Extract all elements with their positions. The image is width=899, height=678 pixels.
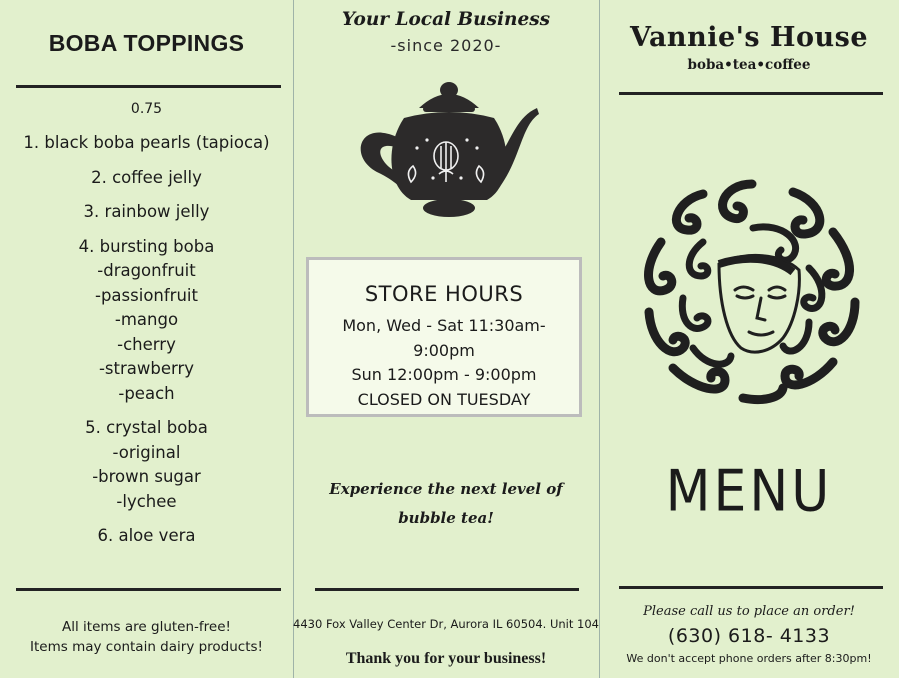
tagline-line-1: Experience the next level of (329, 480, 563, 498)
store-hours-box (306, 257, 582, 417)
topping-flavor: -strawberry (98, 359, 195, 378)
brand-subtitle: boba•tea•coffee (687, 57, 811, 73)
topping-flavor: -passionfruit (95, 285, 198, 305)
hours-sunday: Sun 12:00pm - 9:00pm (351, 365, 537, 384)
divider (619, 92, 883, 95)
topping-flavor: -brown sugar (92, 467, 201, 486)
divider (315, 588, 579, 591)
topping-item (0, 200, 293, 225)
topping-label: 5. crystal boba (85, 418, 208, 437)
hours-weekday: Mon, Wed - Sat 11:30am- 9:00pm (342, 316, 546, 360)
toppings-list (0, 131, 293, 559)
brand-name: Vannie's House (629, 22, 869, 53)
call-to-order: Please call us to place an order! (643, 604, 855, 619)
divider (619, 586, 883, 589)
since-text: -since 2020- (390, 36, 502, 55)
topping-label: 3. rainbow jelly (83, 202, 210, 221)
divider (16, 85, 281, 88)
store-hours-title: STORE HOURS (364, 282, 524, 306)
topping-flavor: -original (112, 442, 181, 462)
info-panel (293, 0, 599, 678)
topping-flavor: -peach (118, 383, 175, 403)
dairy-note: Items may contain dairy products! (30, 639, 263, 655)
topping-label: 6. aloe vera (97, 526, 196, 545)
thanks-text: Thank you for your business! (345, 650, 547, 667)
topping-label: 1. black boba pearls (tapioca) (23, 133, 270, 152)
toppings-panel (0, 0, 293, 678)
store-address: 4430 Fox Valley Center Dr, Aurora IL 60504. Unit 104 (293, 617, 599, 631)
topping-item (0, 416, 293, 514)
topping-item (0, 131, 293, 156)
topping-flavor: -dragonfruit (97, 261, 196, 280)
topping-item (0, 235, 293, 407)
topping-label: 4. bursting boba (78, 236, 215, 256)
tagline-line-2: bubble tea! (398, 509, 494, 527)
topping-flavor: -lychee (116, 491, 177, 511)
phone-number[interactable]: (630) 618- 4133 (667, 625, 831, 647)
teapot-icon (349, 78, 541, 223)
hours-closed: CLOSED ON TUESDAY (357, 389, 531, 409)
topping-flavor: -mango (114, 310, 179, 329)
topping-item (0, 166, 293, 191)
gluten-free-note: All items are gluten-free! (62, 619, 231, 635)
topping-item (0, 524, 293, 549)
topping-flavor: -cherry (117, 334, 176, 354)
topping-label: 2. coffee jelly (91, 167, 202, 187)
divider (16, 588, 281, 591)
toppings-footnotes (0, 617, 293, 657)
local-business-heading: Your Local Business (341, 9, 551, 30)
menu-label: MENU (665, 459, 833, 525)
phone-order-note: We don't accept phone orders after 8:30pm! (626, 652, 872, 665)
toppings-price: 0.75 (130, 101, 163, 117)
swirl-hair-face-logo (633, 172, 871, 410)
tagline (293, 475, 599, 533)
cover-panel (599, 0, 899, 678)
toppings-title: BOBA TOPPINGS (48, 30, 245, 56)
